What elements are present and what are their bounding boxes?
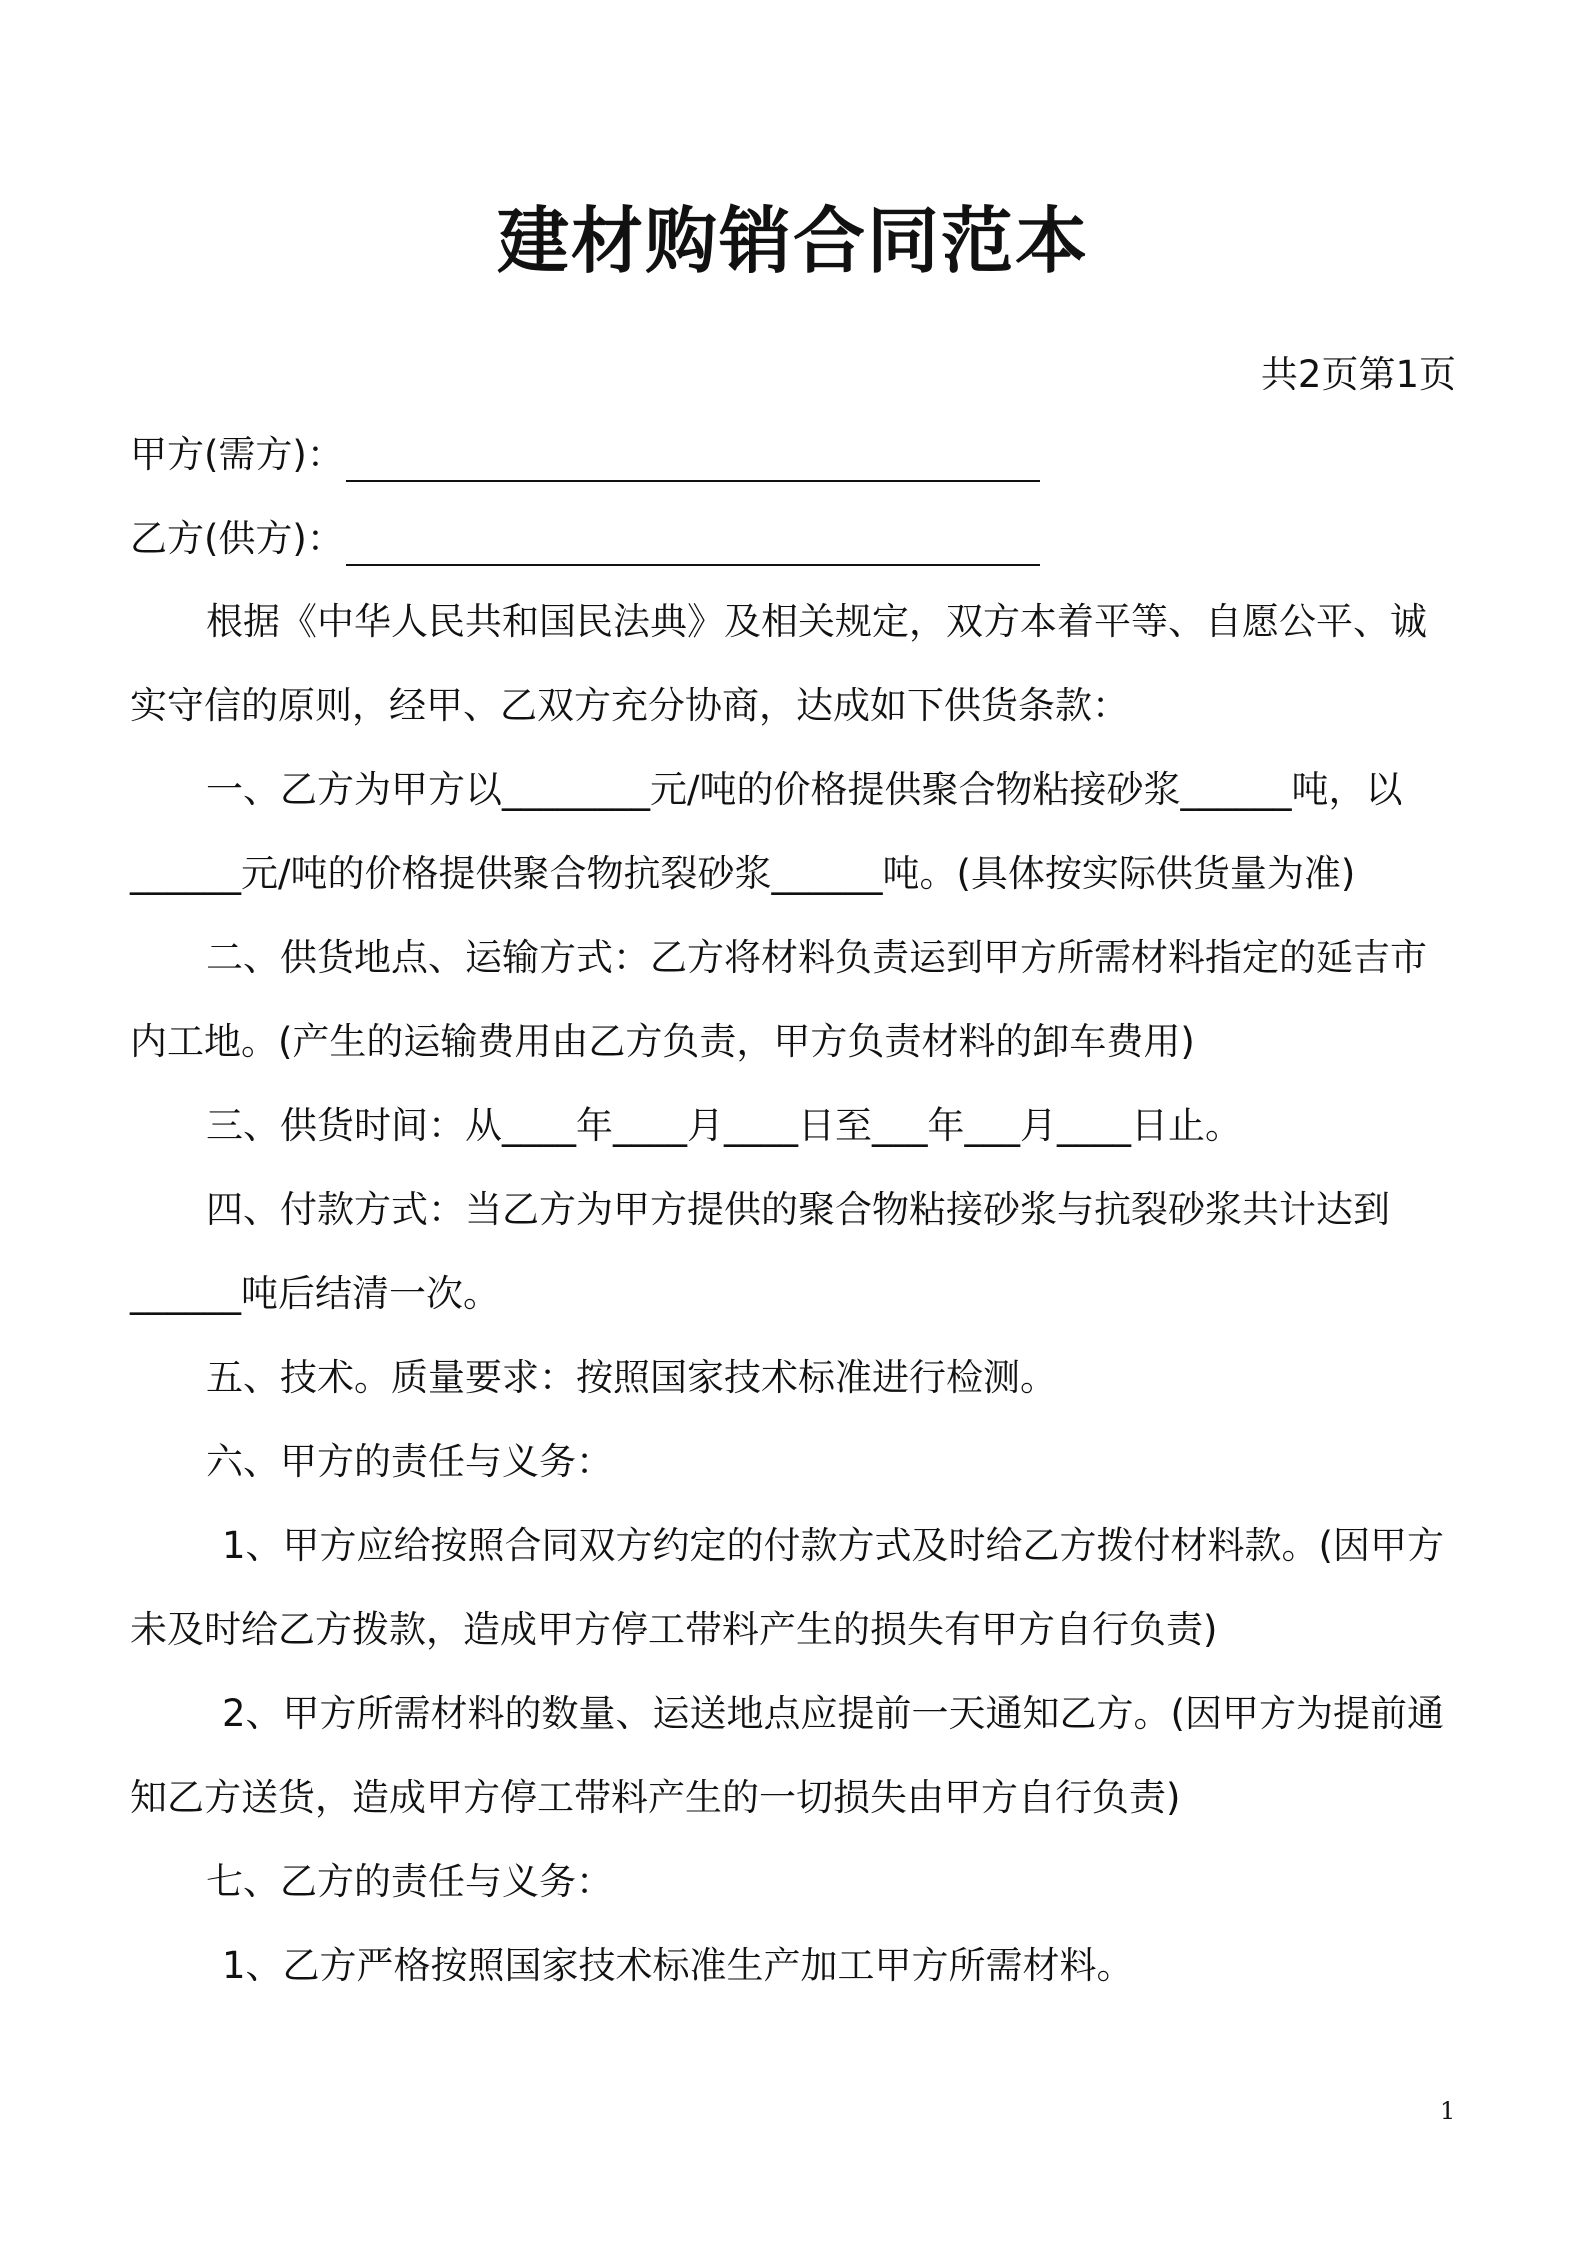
clause-2-line: 内工地。(产生的运输费用由乙方负责，甲方负责材料的卸车费用) [130,1020,1195,1063]
clause-1-line: 一、乙方为甲方以________元/吨的价格提供聚合物粘接砂浆______吨，以 [206,768,1403,811]
clause-7-heading: 七、乙方的责任与义务： [206,1860,613,1903]
clause-6-heading: 六、甲方的责任与义务： [206,1440,613,1483]
clause-1-line: ______元/吨的价格提供聚合物抗裂砂浆______吨。(具体按实际供货量为准) [130,852,1356,895]
party-b-label: 乙方(供方)： [130,517,344,560]
clause-4-line: ______吨后结清一次。 [130,1272,500,1315]
clause-6-item-1-line: 1、甲方应给按照合同双方约定的付款方式及时给乙方拨付材料款。(因甲方 [222,1524,1444,1567]
clause-5-line: 五、技术。质量要求：按照国家技术标准进行检测。 [206,1356,1057,1399]
document-title: 建材购销合同范本 [496,199,1089,283]
party-a-row [130,430,344,480]
paragraph-line: 根据《中华人民共和国民法典》及相关规定，双方本着平等、自愿公平、诚 [206,600,1427,643]
clause-6-item-1-line: 未及时给乙方拨款，造成甲方停工带料产生的损失有甲方自行负责) [130,1608,1218,1651]
page-number: 1 [1440,2097,1456,2125]
paragraph-line: 实守信的原则，经甲、乙双方充分协商，达成如下供货条款： [130,684,1129,727]
clause-7-item-1-line: 1、乙方严格按照国家技术标准生产加工甲方所需材料。 [222,1944,1134,1987]
clause-4-line: 四、付款方式：当乙方为甲方提供的聚合物粘接砂浆与抗裂砂浆共计达到 [206,1188,1390,1231]
party-a-label: 甲方(需方)： [130,433,344,476]
party-b-row [130,514,344,564]
party-a-blank [346,440,1040,482]
clause-6-item-2-line: 2、甲方所需材料的数量、运送地点应提前一天通知乙方。(因甲方为提前通 [222,1692,1444,1735]
page-info: 共2页第1页 [1260,353,1456,396]
party-b-blank [346,524,1040,566]
clause-2-line: 二、供货地点、运输方式：乙方将材料负责运到甲方所需材料指定的延吉市 [206,936,1427,979]
clause-3-line: 三、供货时间：从____年____月____日至___年___月____日止。 [206,1104,1242,1147]
clause-6-item-2-line: 知乙方送货，造成甲方停工带料产生的一切损失由甲方自行负责) [130,1776,1181,1819]
